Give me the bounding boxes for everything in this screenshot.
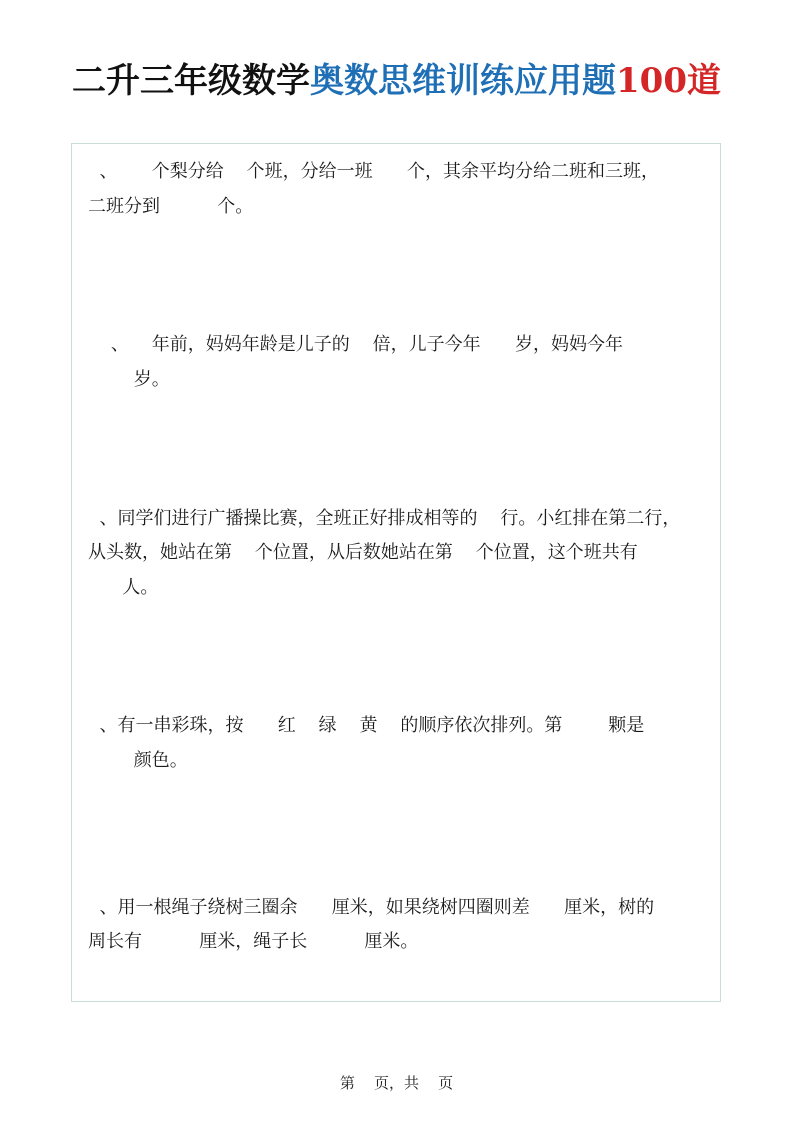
title-part-topic: 奥数思维训练应用题 xyxy=(310,61,616,101)
page-footer: 第 页，共 页 xyxy=(339,1074,454,1092)
question-3-line-1: 、同学们进行广播操比赛，全班正好排成相等的 行。小红排在第二行， xyxy=(88,508,681,529)
title-part-grade: 二升三年级数学 xyxy=(72,61,310,101)
question-3-line-3: 人。 xyxy=(88,577,159,598)
question-4-line-2: 颜色。 xyxy=(88,750,188,771)
question-5-line-2: 周长有 厘米，绳子长 厘米。 xyxy=(88,931,419,952)
question-2-line-1: 、 年前，妈妈年龄是儿子的 倍，儿子今年 岁，妈妈今年 xyxy=(88,334,623,355)
question-5-line-1: 、用一根绳子绕树三圈余 厘米，如果绕树四圈则差 厘米，树的 xyxy=(88,897,655,918)
question-1-line-2: 二班分到 个。 xyxy=(88,196,254,217)
page-title xyxy=(0,58,793,104)
question-2-line-2: 岁。 xyxy=(88,369,170,390)
question-frame xyxy=(71,143,721,1002)
question-3-line-2: 从头数，她站在第 个位置，从后数她站在第 个位置，这个班共有 xyxy=(88,542,638,563)
question-1-line-1: 、 个梨分给 个班，分给一班 个，其余平均分给二班和三班， xyxy=(88,161,659,182)
question-4-line-1: 、有一串彩珠，按 红 绿 黄 的顺序依次排列。第 颗是 xyxy=(88,715,645,736)
title-part-count: 100道 xyxy=(616,61,721,101)
